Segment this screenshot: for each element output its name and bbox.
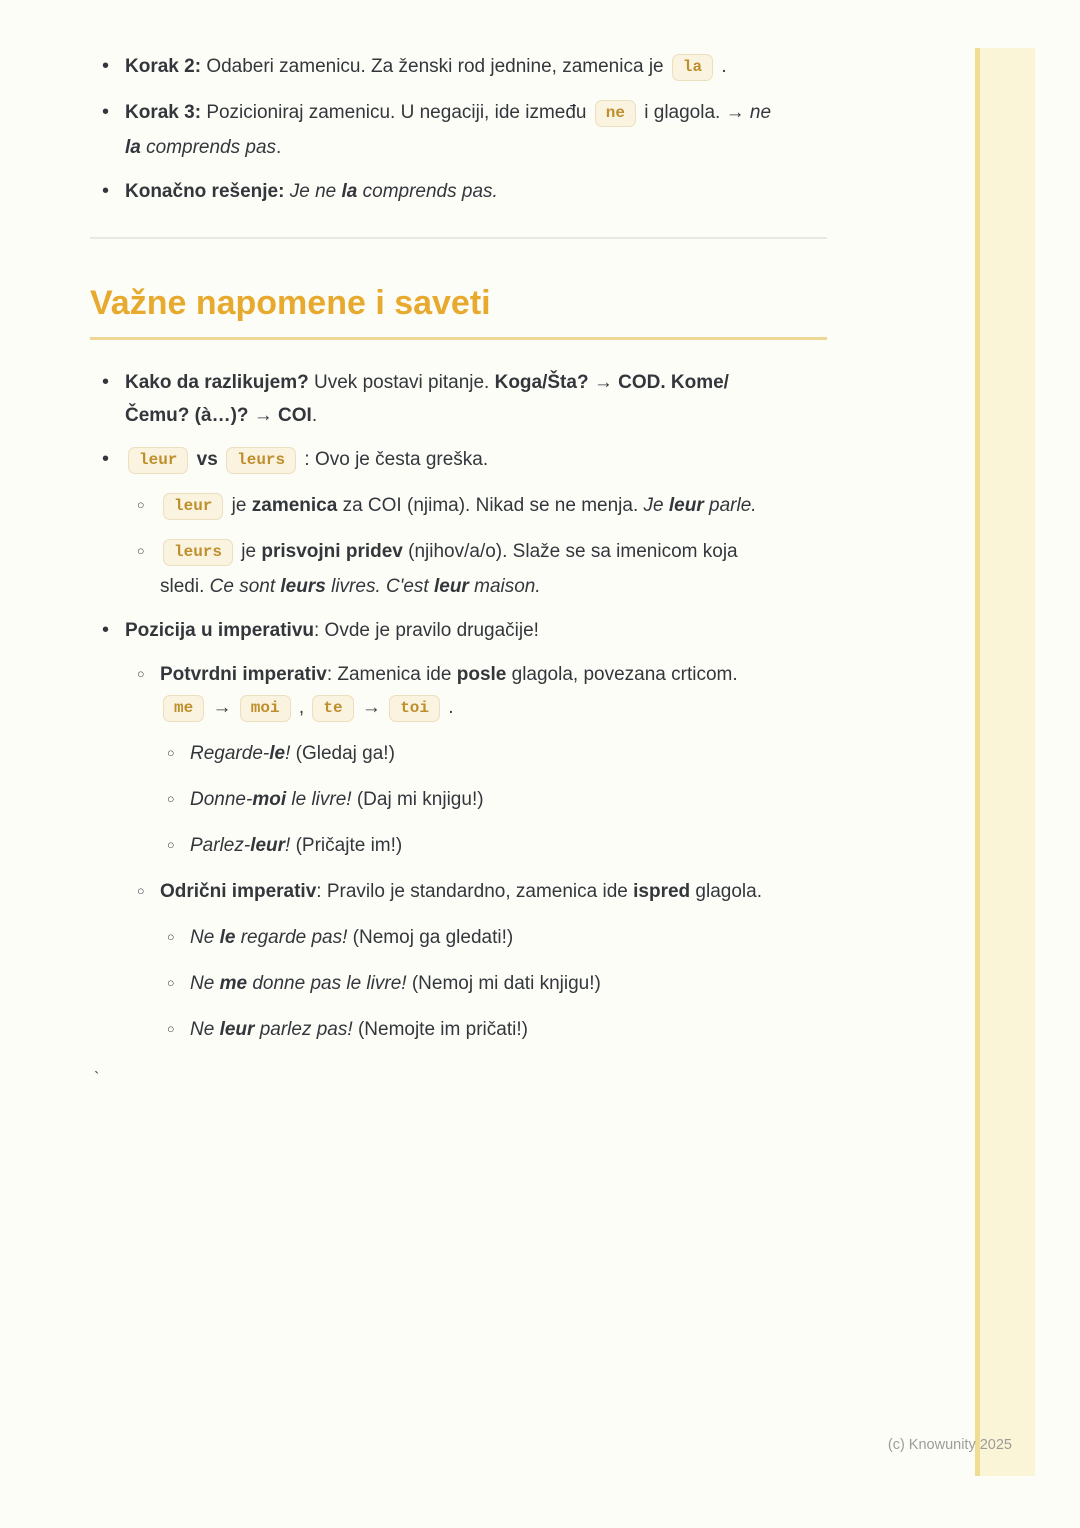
list-item-text: Regarde-le! (Gledaj ga!)	[190, 743, 395, 764]
circle-bullet-icon	[125, 489, 160, 524]
list-item-text: Potvrdni imperativ: Zamenica ide posle glagola, povezana crticom. me → moi , te → toi .	[160, 658, 827, 726]
sub-list-item	[125, 535, 827, 603]
code-chip: leur	[128, 447, 188, 474]
list-item-text: Korak 2: Odaberi zamenicu. Za ženski rod jednine, zamenica je la .	[125, 50, 827, 85]
sub-sub-list	[90, 921, 827, 1048]
bullet-icon	[90, 175, 125, 208]
circle-bullet-icon	[155, 967, 190, 1002]
list-item	[90, 366, 827, 432]
code-chip: leurs	[226, 447, 296, 474]
sub-sub-list-item	[155, 921, 827, 956]
sub-sub-list-item	[155, 1013, 827, 1048]
circle-bullet-icon	[125, 535, 160, 603]
stray-backtick: `	[94, 1070, 100, 1087]
list-item-text: Ne le regarde pas! (Nemoj ga gledati!)	[190, 927, 514, 948]
code-chip: la	[672, 54, 713, 81]
list-item	[90, 175, 827, 208]
sub-list-item	[125, 658, 827, 726]
list-item	[90, 96, 827, 164]
list-item-text: Pozicija u imperativu: Ovde je pravilo drugačije!	[125, 620, 539, 641]
bullet-icon	[90, 366, 125, 432]
list-item-text: Donne-moi le livre! (Daj mi knjigu!)	[190, 789, 484, 810]
bullet-icon	[90, 96, 125, 164]
list-item-text: leur je zamenica za COI (njima). Nikad se ne menja. Je leur parle.	[160, 489, 827, 524]
sub-sub-list-item	[155, 783, 827, 818]
list-item-text: Parlez-leur! (Pričajte im!)	[190, 835, 403, 856]
sub-list	[90, 658, 827, 1048]
sub-list	[90, 489, 827, 603]
list-item-text: leur vs leurs : Ovo je česta greška.	[125, 443, 827, 478]
sub-sub-list-item	[155, 737, 827, 772]
list-item-text: Kako da razlikujem? Uvek postavi pitanje. Koga/Šta? → COD. Kome/ Čemu? (à…)? → COI.	[125, 372, 729, 426]
circle-bullet-icon	[155, 737, 190, 772]
circle-bullet-icon	[155, 829, 190, 864]
bullet-icon	[90, 50, 125, 85]
circle-bullet-icon	[125, 875, 160, 910]
list-item-text: Ne leur parlez pas! (Nemojte im pričati!)	[190, 1019, 528, 1040]
list-item	[90, 443, 827, 478]
circle-bullet-icon	[155, 921, 190, 956]
code-chip: leurs	[163, 539, 233, 566]
section-heading: Važne napomene i saveti	[90, 283, 827, 340]
list-item-text: Konačno rešenje: Je ne la comprends pas.	[125, 181, 498, 202]
circle-bullet-icon	[155, 783, 190, 818]
list-item	[90, 50, 827, 85]
footer-copyright: (c) Knowunity 2025	[887, 1437, 1012, 1453]
list-item-text: Korak 3: Pozicioniraj zamenicu. U negaciji, ide između ne i glagola. → ne la comprends pas.	[125, 102, 772, 158]
sub-sub-list-item	[155, 967, 827, 1002]
circle-bullet-icon	[155, 1013, 190, 1048]
bullet-icon	[90, 443, 125, 478]
list-item-text: leurs je prisvojni pridev (njihov/a/o). Slaže se sa imenicom koja sledi. Ce sont leurs livres. C'est leur maison.	[160, 541, 738, 597]
bullet-icon	[90, 614, 125, 647]
code-chip: me	[163, 695, 204, 722]
code-chip: te	[312, 695, 353, 722]
sub-sub-list	[90, 737, 827, 864]
code-chip: leur	[163, 493, 223, 520]
sub-sub-list-item	[155, 829, 827, 864]
list-item	[90, 614, 827, 647]
list-item-text: Odrični imperativ: Pravilo je standardno, zamenica ide ispred glagola.	[160, 881, 762, 902]
circle-bullet-icon	[125, 658, 160, 726]
code-chip: ne	[595, 100, 636, 127]
list-item-text: Ne me donne pas le livre! (Nemoj mi dati knjigu!)	[190, 973, 601, 994]
sub-list-item	[125, 875, 827, 910]
code-chip: moi	[240, 695, 291, 722]
code-chip: toi	[389, 695, 440, 722]
sub-list-item	[125, 489, 827, 524]
divider	[90, 237, 827, 239]
